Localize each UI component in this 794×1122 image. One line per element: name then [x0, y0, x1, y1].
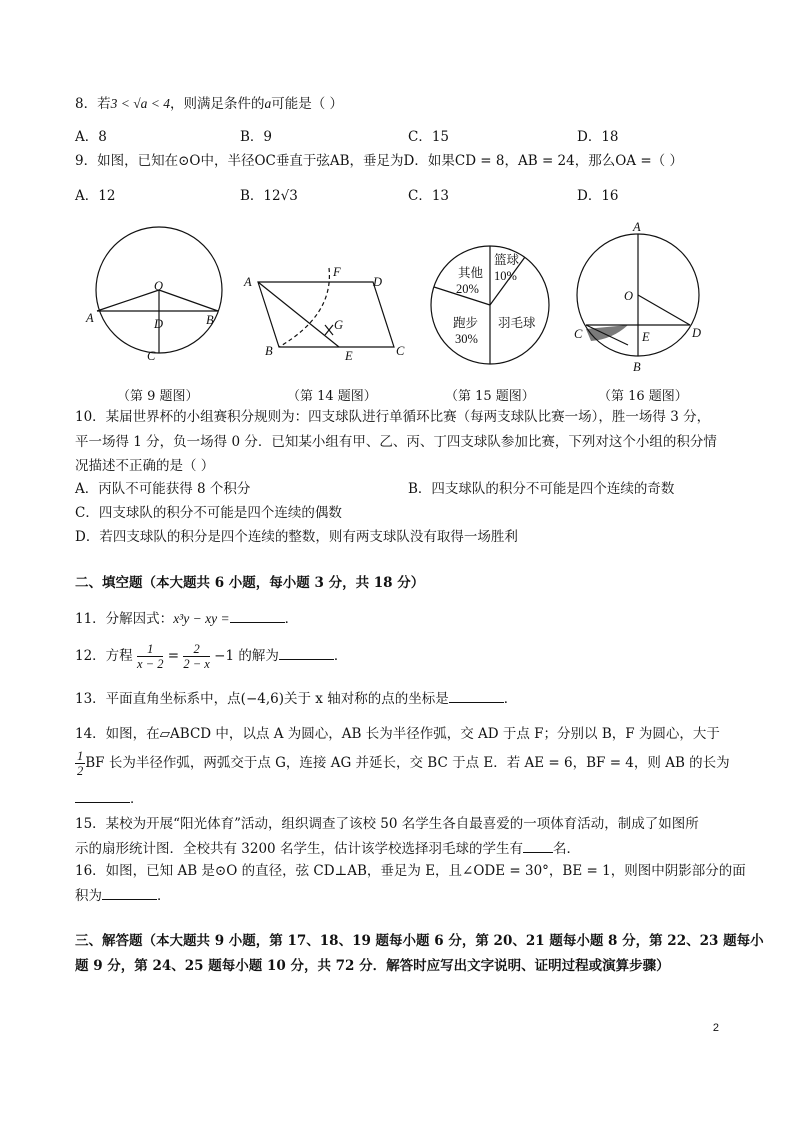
q9-option-a: A．12 [75, 188, 116, 204]
fig15-sector-pct-basketball: 10% [494, 269, 517, 283]
q8-stem: 8．若3 < √a < 4，则满足条件的a可能是（ ） [75, 96, 344, 112]
fig9-label-b: B [206, 313, 214, 327]
q12-fraction-1: $\frac{1}{x - 2}$ [136, 642, 164, 671]
fig15-sector-name-basketball: 篮球 [494, 253, 520, 267]
q8-option-a: A．8 [75, 129, 107, 145]
fig9-label-o: O [154, 279, 164, 293]
q14-answer-blank [75, 802, 130, 803]
figure-16 [577, 234, 702, 356]
figures-row [0, 210, 794, 385]
fig14-label-e: E [345, 349, 353, 363]
q8-option-b: B．9 [240, 129, 273, 145]
q12-fraction-2: $\frac{2}{2 - x}$ [183, 642, 210, 671]
q13: 13．平面直角坐标系中，点(−4,6)关于 x 轴对称的点的坐标是 ． [75, 691, 518, 707]
section3-heading-line2: 题 9 分，第 24、25 题每小题 10 分，共 72 分．解答时应写出文字说明、证明过程或演算步骤） [75, 958, 670, 974]
section2-heading: 二、填空题（本大题共 6 小题，每小题 3 分，共 18 分） [75, 575, 425, 591]
fig15-sector-name-other: 其他 [458, 266, 484, 280]
fig15-sector-name-running: 跑步 [453, 316, 479, 330]
fig15-sector-name-badminton: 羽毛球 [498, 316, 536, 330]
q12: 12．方程 $\frac{1}{x - 2}$ = $\frac{2}{2 - x}$ −1 的解为 ． [75, 642, 348, 671]
fig15-sector-pct-running: 30% [455, 332, 478, 346]
q8-option-d: D．18 [577, 129, 619, 145]
fig14-label-g: G [334, 318, 344, 332]
fig16-label-a: A [633, 220, 641, 234]
fig16-label-c: C [574, 327, 583, 341]
q15-line2: 示的扇形统计图．全校共有 3200 名学生，估计该学校选择羽毛球的学生有 名． [75, 841, 580, 857]
q8-option-c: C．15 [408, 129, 450, 145]
fig16-caption: （第 16 题图） [598, 389, 688, 404]
q11: 11．分解因式：x³y − xy = ． [75, 611, 299, 627]
fig14-label-d: D [373, 275, 383, 289]
figure-15 [431, 246, 549, 364]
fig14-label-b: B [265, 344, 273, 358]
fig9-label-d: D [154, 317, 164, 331]
q9-option-b: B．12√3 [240, 188, 298, 204]
fig14-arc [279, 268, 329, 347]
q10-option-a: A．丙队不可能获得 8 个积分 [75, 481, 251, 497]
q10-option-d: D．若四支球队的积分是四个连续的整数，则有两支球队没有取得一场胜利 [75, 529, 518, 545]
q16-line1: 16．如图，已知 AB 是⊙O 的直径，弦 CD⊥AB，垂足为 E，且∠ODE = 30°，BE = 1，则图中阴影部分的面 [75, 863, 746, 879]
q14-line2: $\frac{1}{2}$ BF 长为半径作弧，两弧交于点 G，连接 AG 并延长，交 BC 于点 E．若 AE = 6，BF = 4，则 AB 的长为 [77, 749, 730, 778]
fig15-caption: （第 15 题图） [445, 389, 535, 404]
fig14-label-f: F [333, 265, 341, 279]
q16-answer-blank [102, 899, 157, 900]
q10-stem-line3: 况描述不正确的是（ ） [75, 458, 215, 474]
fig16-label-o: O [624, 289, 634, 303]
q14-fraction: $\frac{1}{2}$ [77, 749, 84, 778]
q12-answer-blank [279, 659, 334, 660]
fig16-label-b: B [633, 360, 641, 374]
q16-line2: 积为 ． [75, 888, 171, 904]
q14-line1: 14．如图，在▱ABCD 中，以点 A 为圆心，AB 长为半径作弧，交 AD 于点 F；分别以 B，F 为圆心，大于 [75, 726, 720, 742]
fig9-label-a: A [86, 311, 94, 325]
q15-answer-blank [523, 852, 553, 853]
fig14-label-a: A [244, 275, 252, 289]
page-number: 2 [712, 1022, 719, 1034]
fig16-label-d: D [692, 326, 702, 340]
q9-option-d: D．16 [577, 188, 619, 204]
q10-option-b: B．四支球队的积分不可能是四个连续的奇数 [408, 481, 675, 497]
q10-stem-line2: 平一场得 1 分，负一场得 0 分．已知某小组有甲、乙、丙、丁四支球队参加比赛，下列对这个小组的积分情 [75, 434, 717, 450]
section3-heading-line1: 三、解答题（本大题共 9 小题，第 17、18、19 题每小题 6 分，第 20、21 题每小题 8 分，第 22、23 题每小 [75, 933, 764, 949]
fig9-label-c: C [147, 349, 156, 363]
fig16-label-e: E [642, 330, 650, 344]
fig14-label-c: C [396, 344, 405, 358]
q9-stem: 9．如图，已知在⊙O中，半径OC垂直于弦AB，垂足为D．如果CD = 8，AB = 24，那么OA =（ ） [75, 153, 683, 169]
q9-option-c: C．13 [408, 188, 450, 204]
fig14-caption: （第 14 题图） [287, 389, 377, 404]
fig9-caption: （第 9 题图） [117, 389, 199, 404]
fig15-sector-pct-other: 20% [456, 282, 479, 296]
q14-line3: ． [75, 790, 144, 808]
q10-option-c: C．四支球队的积分不可能是四个连续的偶数 [75, 505, 342, 521]
q13-answer-blank [449, 702, 504, 703]
q10-stem-line1: 10．某届世界杯的小组赛积分规则为：四支球队进行单循环比赛（每两支球队比赛一场），胜一场得 3 分， [75, 409, 711, 425]
q11-answer-blank [230, 622, 285, 623]
q15-line1: 15．某校为开展“阳光体育”活动，组织调查了该校 50 名学生各自最喜爱的一项体育活动，制成了如图所 [75, 816, 699, 832]
